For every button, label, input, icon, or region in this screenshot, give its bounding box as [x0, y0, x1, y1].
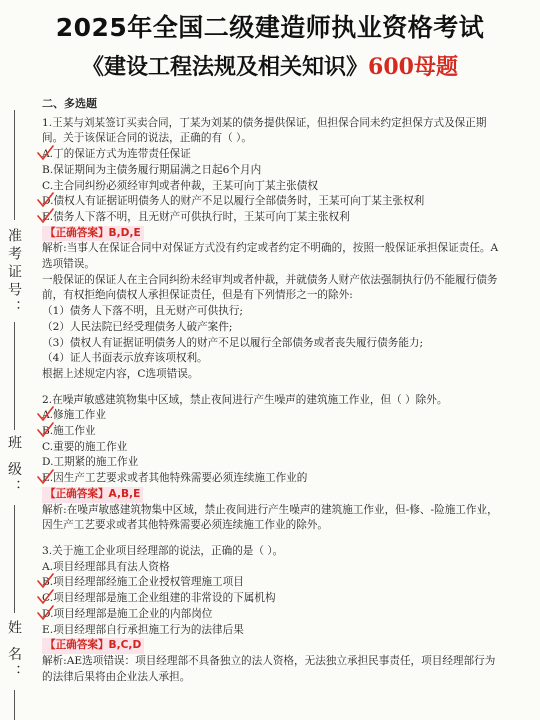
analysis-line: （1）债务人下落不明，且无财产可供执行; [42, 305, 243, 318]
analysis-line: 一般保证的保证人在主合同纠纷未经审判或者仲裁，并就债务人财产依法强制执行仍不能履行债务 [42, 273, 498, 286]
margin-line [14, 690, 15, 720]
analysis-line: 的法律后果将由企业法人承担。 [42, 670, 191, 683]
question-stem: 3.关于施工企业项目经理部的说法，正确的是（ ）。 [42, 544, 284, 557]
question-1 [42, 116, 530, 383]
margin-line [14, 110, 15, 220]
check-mark-icon [36, 604, 54, 622]
option-text: B.保证期间为主债务履行期届满之日起6个月内 [42, 163, 262, 176]
name-label: 姓 名： [6, 620, 22, 683]
option-d [42, 194, 530, 210]
option-b [42, 424, 530, 440]
analysis-line: 根据上述规定内容，C选项错误。 [42, 367, 199, 380]
answer-badge: 【正确答案】A,B,E [42, 487, 143, 503]
question-3 [42, 544, 530, 685]
analysis-line: （2）人民法院已经受理债务人破产案件; [42, 320, 233, 333]
option-text: D.工期紧的施工作业 [42, 456, 139, 469]
option-c [42, 179, 530, 195]
option-text: A.丁的保证方式为连带责任保证 [42, 148, 191, 161]
subtitle-main: 《建设工程法规及相关知识》 [82, 54, 369, 80]
option-text: B.施工作业 [42, 425, 96, 438]
analysis-line: （3）债权人有证据证明债务人的财产不足以履行全部债务或者丧失履行债务能力; [42, 336, 424, 349]
option-text: D.项目经理部是施工企业的内部岗位 [42, 607, 213, 620]
analysis-line: 选项错误。 [42, 258, 95, 271]
option-e [42, 623, 530, 639]
question-2 [42, 393, 530, 534]
option-text: E.项目经理部自行承担施工行为的法律后果 [42, 623, 244, 636]
exam-id-label: 准考证号： [6, 228, 22, 318]
option-c [42, 440, 530, 456]
option-a [42, 560, 530, 576]
option-e [42, 471, 530, 487]
option-text: B.项目经理部经施工企业授权管理施工项目 [42, 576, 244, 589]
question-stem: 2.在噪声敏感建筑物集中区域，禁止夜间进行产生噪声的建筑施工作业，但（ ）除外。 [42, 393, 448, 406]
option-a [42, 408, 530, 424]
answer-badge: 【正确答案】B,C,D [42, 638, 144, 654]
subtitle-accent: 600母题 [368, 54, 458, 80]
option-text: E.因生产工艺要求或者其他特殊需要必须连续施工作业的 [42, 472, 308, 485]
option-text: C.主合同纠纷必须经审判或者仲裁，王某可向丁某主张债权 [42, 179, 318, 192]
page-subtitle [0, 50, 540, 81]
answer-badge: 【正确答案】B,D,E [42, 226, 144, 242]
question-stem: 1.王某与刘某签订买卖合同，丁某为刘某的债务提供保证，但担保合同未约定担保方式及保正期 [42, 116, 487, 129]
analysis-line: 前，有权拒绝向债权人承担保证责任，但是有下列情形之一的除外: [42, 289, 353, 302]
option-b [42, 575, 530, 591]
option-text: C.项目经理部是施工企业组建的非常设的下属机构 [42, 592, 276, 605]
option-text: A.修施工作业 [42, 409, 106, 422]
analysis-line: 因生产工艺要求或者其他特殊需要必须连续施工作业的除外。 [42, 519, 329, 532]
option-d [42, 455, 530, 471]
analysis-line: （4）证人书面表示放弃该项权利。 [42, 352, 208, 365]
option-text: E.债务人下落不明，且无财产可供执行时，王某可向丁某主张权利 [42, 210, 350, 223]
analysis-line: 解析:在噪声敏感建筑物集中区域，禁止夜间进行产生噪声的建筑施工作业，但-修、-险施工作业， [42, 503, 498, 516]
margin-line [14, 505, 15, 613]
option-text: D.债权人有证据证明债务人的财产不足以履行全部债务时，王某可向丁某主张权利 [42, 195, 425, 208]
option-c [42, 591, 530, 607]
binding-margin [0, 110, 32, 720]
option-a [42, 147, 530, 163]
margin-line [14, 322, 15, 430]
page-title: 2025年全国二级建造师执业资格考试 [55, 13, 485, 42]
check-mark-icon [36, 144, 54, 162]
section-heading: 二、多选题 [42, 97, 97, 110]
class-label: 班 级： [6, 435, 22, 498]
option-e [42, 210, 530, 226]
content-area [42, 96, 530, 685]
question-stem: 间。关于该保证合同的说法，正确的有（ ）。 [42, 132, 252, 145]
check-mark-icon [36, 207, 54, 225]
option-text: C.重要的施工作业 [42, 440, 128, 453]
option-b [42, 163, 530, 179]
option-text: A.项目经理部具有法人资格 [42, 560, 170, 573]
option-d [42, 607, 530, 623]
check-mark-icon [36, 421, 54, 439]
analysis-line: 解析:AE选项错误：项目经理部不具备独立的法人资格，无法独立承担民事责任，项目经理部行为 [42, 654, 496, 667]
analysis-line: 解析:当事人在保证合同中对保证方式没有约定或者约定不明确的，按照一般保证承担保证责任。A [42, 242, 499, 255]
check-mark-icon [36, 468, 54, 486]
